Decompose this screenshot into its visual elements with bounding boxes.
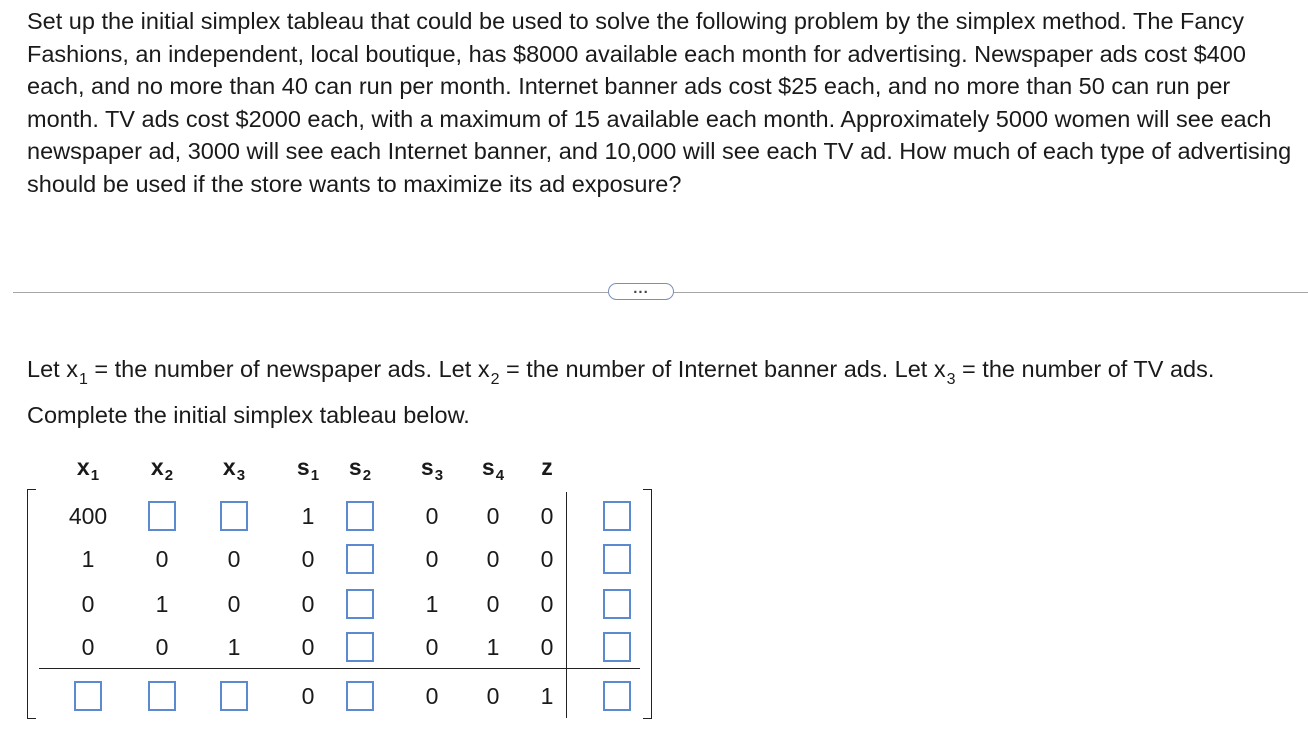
let-sub-2: 2: [490, 371, 500, 388]
tableau-cell: 0: [155, 634, 169, 660]
answer-input-box[interactable]: [74, 681, 102, 711]
answer-input-box[interactable]: [220, 681, 248, 711]
tableau-cell: 0: [301, 591, 315, 617]
matrix-left-bracket: [27, 489, 36, 719]
let-text-part-1: Let x: [27, 356, 78, 382]
column-header-s1: [296, 454, 320, 484]
column-header-base: s: [420, 454, 434, 480]
objective-divider-line: [39, 668, 640, 669]
answer-input-box[interactable]: [148, 501, 176, 531]
column-header-base: x: [222, 454, 236, 480]
column-header-z: [541, 454, 553, 481]
tableau-cell: 0: [486, 546, 500, 572]
let-text-part-4: = the number of TV ads. Complete the initial simplex tableau below.: [27, 356, 1215, 428]
answer-input-box[interactable]: [220, 501, 248, 531]
tableau-cell: 0: [425, 634, 439, 660]
more-options-button[interactable]: [608, 279, 674, 300]
column-header-s3: [420, 454, 444, 484]
tableau-cell: 1: [540, 683, 554, 709]
column-header-base: x: [150, 454, 164, 480]
let-text-part-3: = the number of Internet banner ads. Let x: [499, 356, 946, 382]
column-header-sub: 3: [434, 467, 444, 484]
column-header-base: s: [481, 454, 495, 480]
tableau-cell: 0: [540, 634, 554, 660]
tableau-cell: 0: [486, 503, 500, 529]
column-header-sub: 1: [310, 467, 320, 484]
answer-input-box[interactable]: [603, 589, 631, 619]
tableau-cell: 0: [425, 503, 439, 529]
column-header-sub: 3: [236, 467, 246, 484]
tableau-cell: 0: [155, 546, 169, 572]
column-header-x1: [76, 454, 100, 484]
tableau-cell: 0: [425, 683, 439, 709]
matrix-right-bracket: [643, 489, 652, 719]
column-header-base: s: [296, 454, 310, 480]
tableau-cell: 1: [425, 591, 439, 617]
column-header-sub: 2: [362, 467, 372, 484]
column-header-sub: 1: [90, 467, 100, 484]
let-sub-3: 3: [946, 371, 956, 388]
let-text-part-2: = the number of newspaper ads. Let x: [87, 356, 490, 382]
tableau-cell: 0: [540, 591, 554, 617]
answer-input-box[interactable]: [603, 632, 631, 662]
column-header-x2: [150, 454, 174, 484]
answer-input-box[interactable]: [346, 589, 374, 619]
answer-input-box[interactable]: [148, 681, 176, 711]
tableau-cell: 0: [81, 634, 95, 660]
tableau-cell: 0: [425, 546, 439, 572]
column-header-s2: [348, 454, 372, 484]
tableau-cell: 0: [81, 591, 95, 617]
column-header-base: x: [76, 454, 90, 480]
tableau-cell: 0: [540, 546, 554, 572]
variable-definitions: [27, 348, 1307, 436]
answer-input-box[interactable]: [603, 544, 631, 574]
column-header-base: s: [348, 454, 362, 480]
tableau-cell: 0: [301, 634, 315, 660]
answer-input-box[interactable]: [346, 681, 374, 711]
tableau-cell: 400: [68, 503, 108, 529]
column-header-s4: [481, 454, 505, 484]
tableau-cell: 0: [227, 591, 241, 617]
column-header-base: z: [541, 454, 553, 480]
tableau-cell: 1: [227, 634, 241, 660]
column-header-sub: 2: [164, 467, 174, 484]
let-sub-1: 1: [78, 371, 88, 388]
tableau-cell: 0: [301, 546, 315, 572]
more-dots-label: ...: [633, 279, 649, 297]
tableau-cell: 1: [155, 591, 169, 617]
tableau-cell: 0: [540, 503, 554, 529]
problem-statement: Set up the initial simplex tableau that could be used to solve the following problem by the simplex method. The Fancy Fashions, an independent, local boutique, has $8000 available each month for advertising. Newspaper ads cost $400 each, and no more than 40 can run per month. Internet banner ads cost $25 each, and no more than 50 can run per month. TV ads cost $2000 each, with a maximum of 15 available each month. Approximately 5000 women will see each newspaper ad, 3000 will see each Internet banner, and 10,000 will see each TV ad. How much of each type of advertising should be used if the store wants to maximize its ad exposure?: [27, 8, 1292, 197]
answer-input-box[interactable]: [346, 501, 374, 531]
tableau-cell: 1: [81, 546, 95, 572]
answer-input-box[interactable]: [603, 501, 631, 531]
tableau-cell: 0: [486, 591, 500, 617]
tableau-cell: 0: [301, 683, 315, 709]
tableau-cell: 1: [301, 503, 315, 529]
answer-input-box[interactable]: [603, 681, 631, 711]
tableau-cell: 0: [486, 683, 500, 709]
column-header-x3: [222, 454, 246, 484]
column-header-sub: 4: [495, 467, 505, 484]
tableau-cell: 0: [227, 546, 241, 572]
answer-input-box[interactable]: [346, 632, 374, 662]
tableau-cell: 1: [486, 634, 500, 660]
answer-input-box[interactable]: [346, 544, 374, 574]
